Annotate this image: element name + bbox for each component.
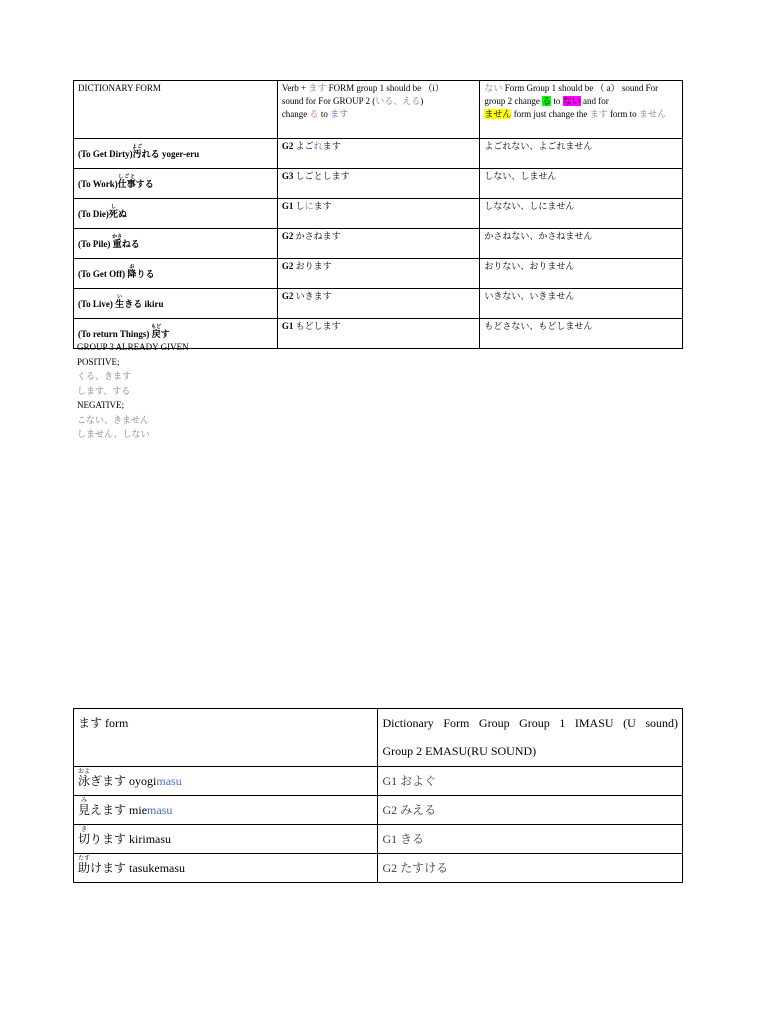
header-text: FORM group 1 should be （i） — [326, 83, 444, 93]
kanji: 切 — [78, 832, 91, 846]
okurigana: ります — [90, 832, 127, 846]
english-meaning: (To Live) — [78, 299, 116, 309]
nai-form-cell — [480, 319, 683, 349]
header-text: ません — [638, 109, 666, 119]
table-header-row — [74, 81, 683, 139]
kanji-with-furigana — [78, 827, 91, 846]
kanji-with-furigana — [78, 856, 91, 875]
header-text: ます form — [78, 716, 129, 730]
english-meaning: (To return Things) — [78, 329, 152, 339]
header-text: to — [318, 109, 331, 119]
masu-form: し — [295, 201, 305, 211]
furigana: み — [78, 798, 91, 804]
kanji: 泳 — [78, 774, 91, 788]
okurigana: けます — [90, 861, 127, 875]
english-meaning: (To Get Dirty) — [78, 149, 133, 159]
table-row — [74, 259, 683, 289]
furigana: お — [127, 265, 137, 270]
masu-form-highlight: れ — [313, 141, 323, 151]
furigana: しごと — [117, 175, 136, 180]
furigana: およ — [78, 769, 91, 775]
group-code: G2 — [281, 261, 294, 271]
header-text: sound for For GROUP 2 ( — [281, 96, 376, 106]
table-row — [74, 229, 683, 259]
header-text: ない — [562, 96, 581, 106]
verb-forms-table — [73, 80, 683, 349]
negative-label: NEGATIVE; — [77, 400, 124, 410]
nai-form-cell — [480, 169, 683, 199]
dictionary-form-cell — [378, 767, 683, 796]
kanji: 生 — [115, 299, 125, 309]
header-text: to — [551, 96, 563, 106]
nai-form-cell — [480, 139, 683, 169]
header-text: ます — [589, 109, 608, 119]
header-text: Form Group 1 should be （ a） sound For — [502, 83, 659, 93]
nai-form-cell — [480, 289, 683, 319]
group-code: G2 — [281, 141, 294, 151]
furigana: き — [78, 827, 91, 833]
kanji-with-furigana — [78, 798, 91, 817]
dictionary-form-cell — [74, 199, 278, 229]
romaji-masu: masu — [156, 774, 182, 788]
header-text: form to — [607, 109, 639, 119]
masu-form-cell — [74, 796, 378, 825]
negative-example: こない、きません — [77, 414, 150, 425]
kanji: 戻 — [151, 329, 162, 339]
group-code: G3 — [281, 171, 294, 181]
masu-form-highlight: に — [304, 201, 314, 211]
okurigana: きる — [124, 299, 143, 309]
header-text: Verb + — [281, 83, 309, 93]
kanji-with-furigana — [151, 325, 162, 339]
masu-form: しごとします — [295, 171, 350, 181]
dictionary-form-cell — [74, 289, 278, 319]
dictionary-form: G1 きる — [382, 832, 425, 846]
kanji-with-furigana — [78, 769, 91, 788]
nai-form: しなない、しにません — [484, 201, 575, 211]
dictionary-form: G2 みえる — [382, 803, 437, 817]
negative-example: しません、しない — [77, 429, 150, 439]
dictionary-form-cell — [378, 796, 683, 825]
kanji: 降 — [127, 269, 137, 279]
masu-form-cell — [74, 854, 378, 883]
okurigana: りる — [136, 269, 155, 279]
nai-form: かさねない、かさねません — [484, 231, 593, 241]
masu-form: ます — [313, 201, 332, 211]
header-text: る — [542, 96, 552, 106]
kanji: 重 — [112, 239, 123, 249]
okurigana: する — [135, 179, 154, 189]
dictionary-form-cell — [378, 854, 683, 883]
masu-form-cell — [277, 169, 480, 199]
romaji: oyogi — [126, 774, 157, 788]
kanji: 仕事 — [117, 179, 136, 189]
kanji-with-furigana — [108, 205, 118, 219]
furigana: かさ — [112, 235, 123, 240]
table-row — [74, 796, 683, 825]
group3-notes — [77, 340, 189, 442]
romaji: kirimasu — [126, 832, 172, 846]
furigana: たす — [78, 856, 91, 862]
header-text: DICTIONARY FORM — [78, 83, 161, 93]
masu-form: もどします — [295, 321, 341, 331]
group-code: G2 — [281, 231, 294, 241]
nai-form-cell — [480, 199, 683, 229]
nai-form: いきない、いきません — [484, 291, 575, 301]
table-row — [74, 289, 683, 319]
furigana: もど — [151, 325, 162, 330]
header-text: ます — [308, 83, 327, 93]
table-header-row — [74, 709, 683, 767]
dictionary-form-cell — [74, 229, 278, 259]
header-text: いる、える — [375, 96, 421, 106]
romaji: mie — [126, 803, 148, 817]
okurigana: す — [160, 329, 170, 339]
english-meaning: (To Work) — [78, 179, 118, 189]
header-text: form just change the — [511, 109, 590, 119]
furigana: い — [115, 295, 125, 300]
header-masu-form — [74, 709, 378, 767]
furigana: し — [108, 205, 118, 210]
romaji: ikiru — [142, 299, 164, 309]
kanji-with-furigana — [112, 235, 123, 249]
masu-form: おります — [295, 261, 332, 271]
table-row — [74, 854, 683, 883]
okurigana: れる — [141, 149, 160, 159]
header-text: る — [309, 109, 319, 119]
kanji: 死 — [108, 209, 118, 219]
kanji: 見 — [78, 803, 91, 817]
header-text: ません — [484, 109, 512, 119]
dictionary-form-cell — [378, 825, 683, 854]
english-meaning: (To Get Off) — [78, 269, 128, 279]
header-text: ない — [484, 83, 503, 93]
positive-label: POSITIVE; — [77, 356, 120, 367]
furigana: よご — [132, 145, 143, 150]
okurigana: えます — [90, 803, 127, 817]
kanji-with-furigana — [117, 175, 136, 189]
positive-example: くる、きます — [77, 371, 132, 381]
nai-form: しない、しません — [484, 171, 557, 181]
header-text: Group 2 EMASU(RU SOUND) — [382, 744, 537, 758]
header-text: ます — [330, 109, 349, 119]
masu-form: よご — [295, 141, 314, 151]
masu-to-dictionary-table — [73, 708, 683, 883]
masu-form-cell — [74, 825, 378, 854]
dictionary-form-cell — [74, 259, 278, 289]
nai-form-cell — [480, 259, 683, 289]
table-row — [74, 767, 683, 796]
dictionary-form: G1 およぐ — [382, 774, 437, 788]
masu-form-cell — [74, 767, 378, 796]
masu-form: いきます — [295, 291, 332, 301]
table-row — [74, 139, 683, 169]
kanji: 助 — [78, 861, 91, 875]
header-text: Dictionary Form Group Group 1 IMASU (U sound) — [382, 716, 678, 730]
header-text: ) — [420, 96, 424, 106]
masu-form-cell — [277, 139, 480, 169]
masu-form-cell — [277, 289, 480, 319]
nai-form: もどさない、もどしません — [484, 321, 593, 331]
masu-form: かさねます — [295, 231, 341, 241]
header-text: group 2 change — [484, 96, 543, 106]
masu-form-cell — [277, 319, 480, 349]
kanji: 汚 — [132, 149, 143, 159]
okurigana: ぬ — [117, 209, 127, 219]
romaji-masu: masu — [147, 803, 173, 817]
english-meaning: (To Pile) — [78, 239, 113, 249]
dictionary-form-cell — [74, 169, 278, 199]
group-code: G2 — [281, 291, 294, 301]
nai-form: おりない、おりません — [484, 261, 575, 271]
notes-heading: GROUP 3 ALREADY GIVEN — [77, 342, 189, 352]
header-text: and for — [580, 96, 609, 106]
english-meaning: (To Die) — [78, 209, 109, 219]
nai-form: よごれない、よごれません — [484, 141, 593, 151]
positive-example: します、する — [77, 385, 131, 396]
header-dictionary-form — [378, 709, 683, 767]
romaji: tasukemasu — [126, 861, 186, 875]
kanji-with-furigana — [132, 145, 143, 159]
table-row — [74, 199, 683, 229]
masu-form-cell — [277, 199, 480, 229]
table-row — [74, 825, 683, 854]
masu-form: ます — [322, 141, 341, 151]
masu-form-cell — [277, 259, 480, 289]
dictionary-form-cell — [74, 139, 278, 169]
masu-form-cell — [277, 229, 480, 259]
header-nai-form — [480, 81, 683, 139]
table-row — [74, 169, 683, 199]
kanji-with-furigana — [115, 295, 125, 309]
header-dictionary-form — [74, 81, 278, 139]
group-code: G1 — [281, 201, 294, 211]
okurigana: ねる — [121, 239, 140, 249]
group-code: G1 — [281, 321, 294, 331]
nai-form-cell — [480, 229, 683, 259]
dictionary-form: G2 たすける — [382, 861, 449, 875]
okurigana: ぎます — [90, 774, 127, 788]
header-text: change — [281, 109, 310, 119]
header-masu-form — [277, 81, 480, 139]
romaji: yoger-eru — [159, 149, 200, 159]
